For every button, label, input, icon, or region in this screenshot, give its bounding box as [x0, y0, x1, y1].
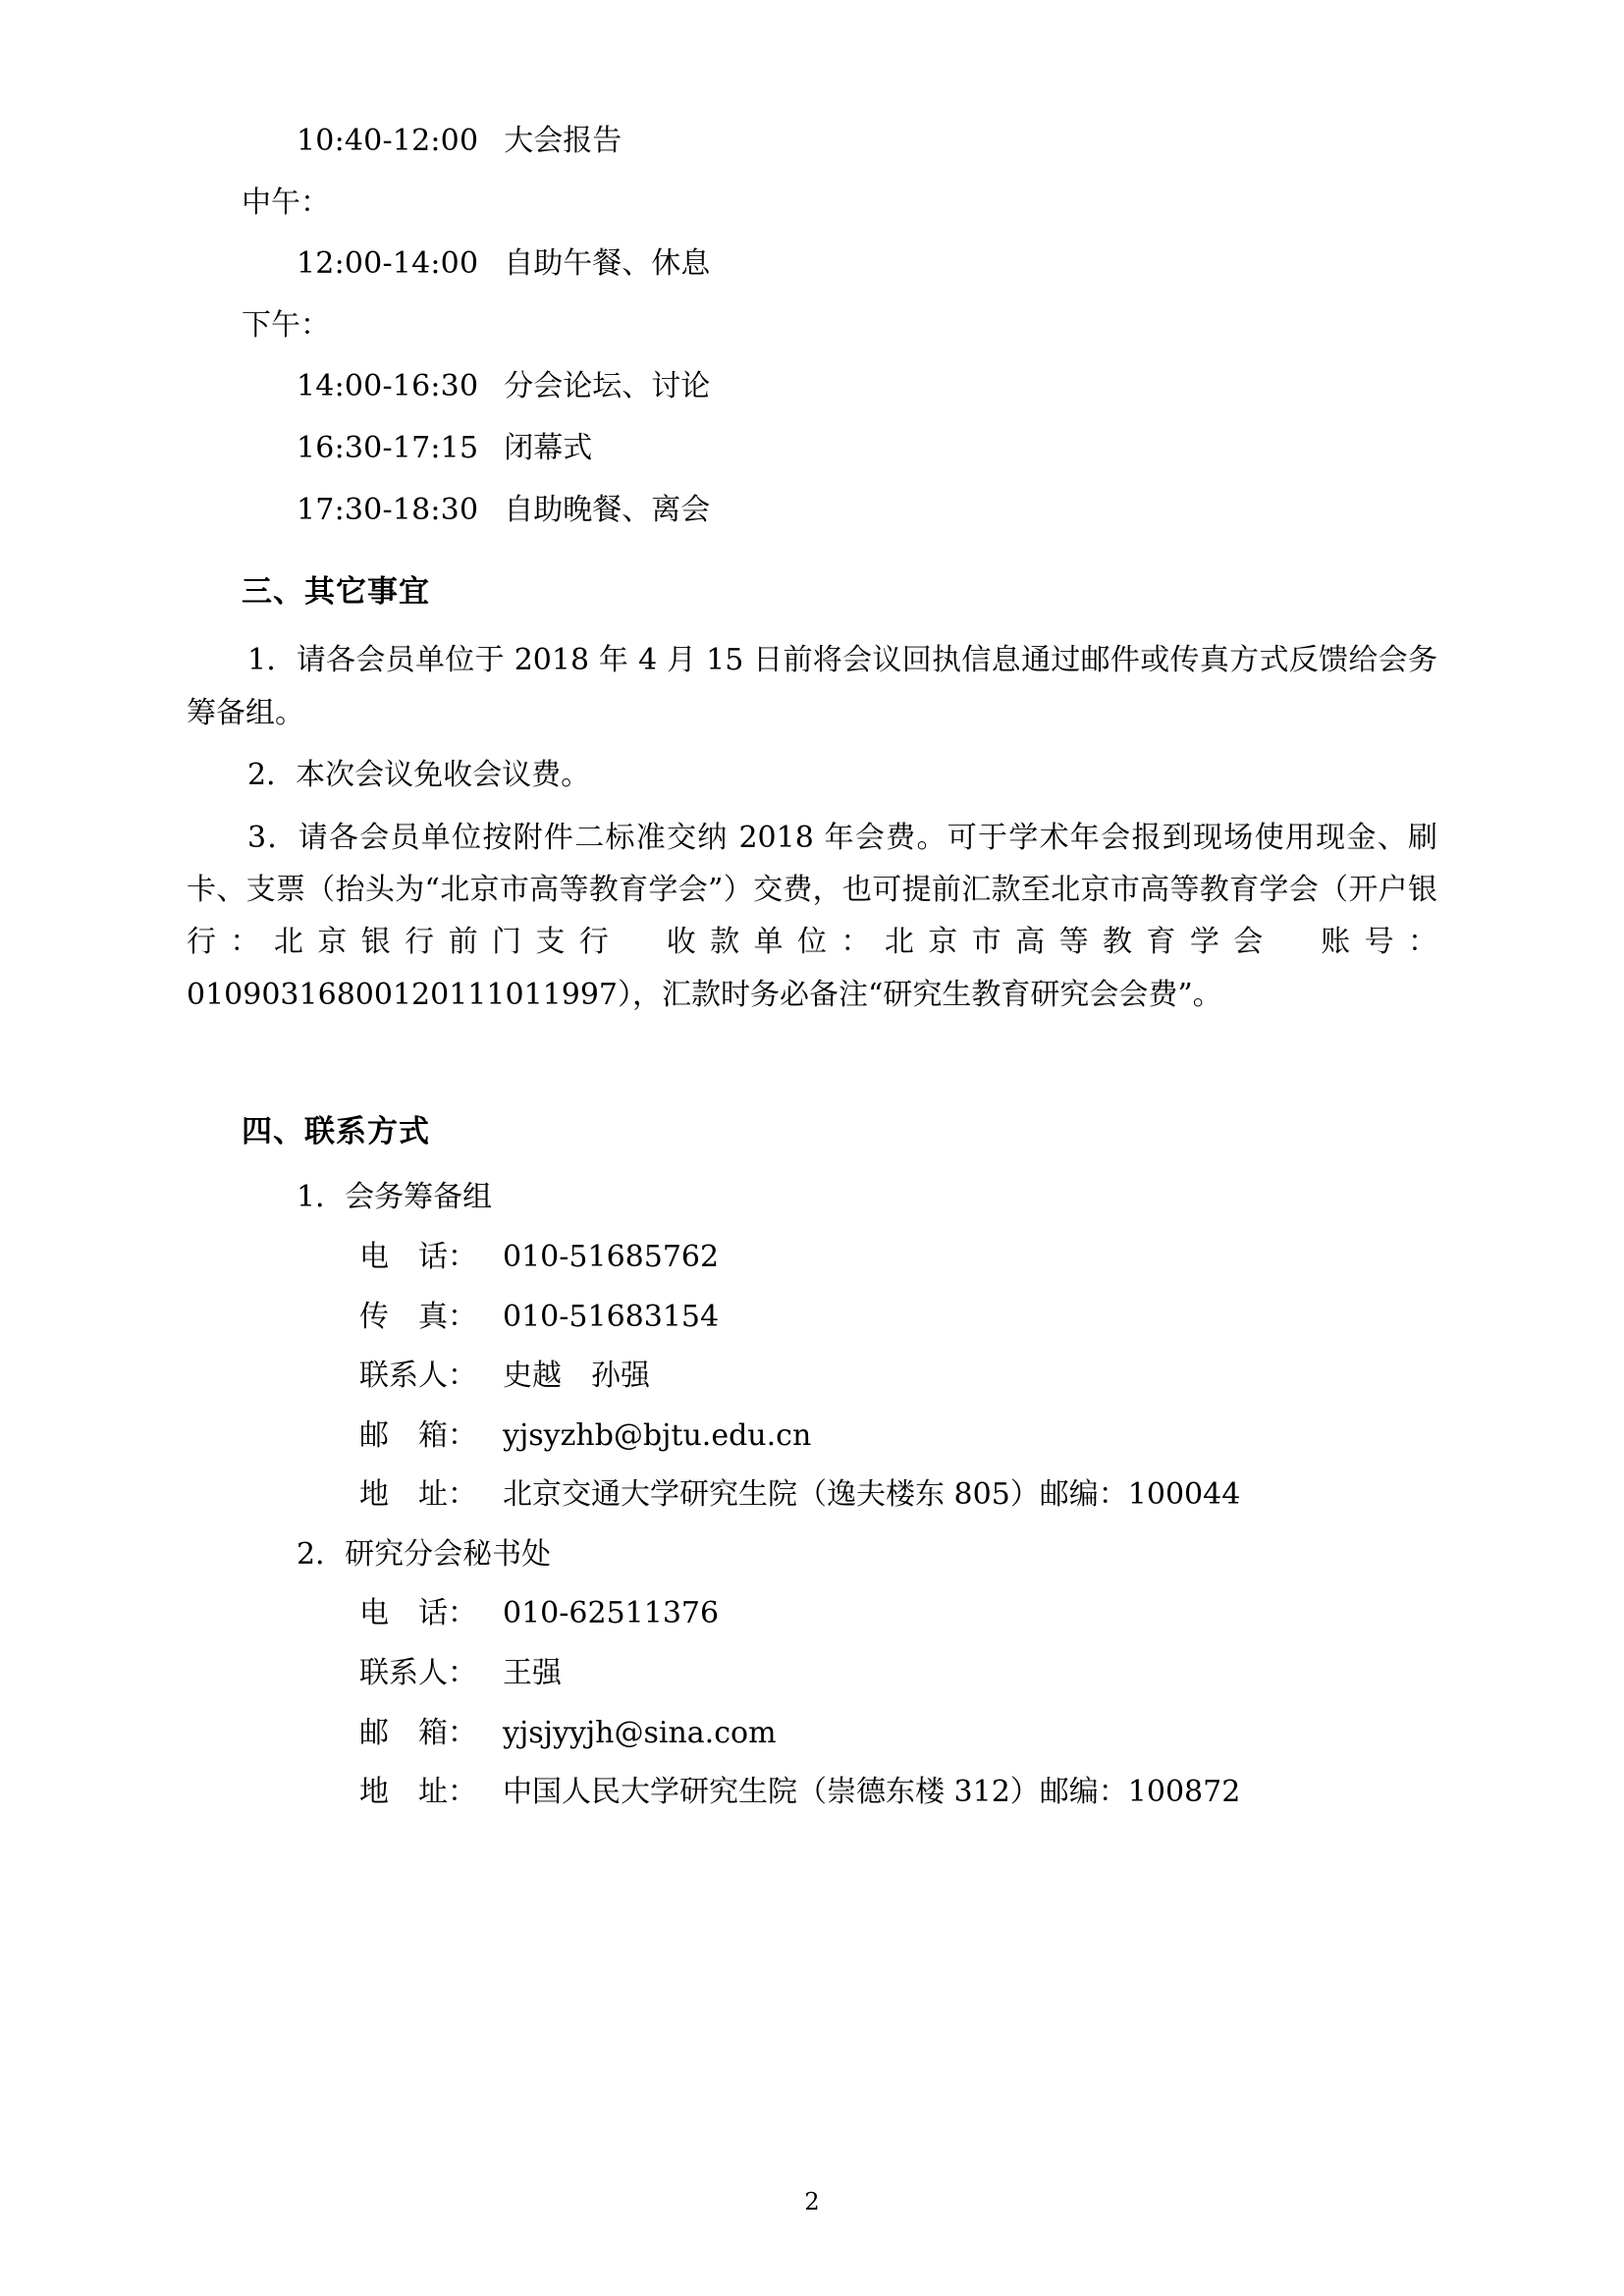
contact-key: 地 址：: [359, 1477, 477, 1513]
schedule-text: 闭幕式: [504, 430, 593, 465]
contact-group-label: 2．研究分会秘书处: [297, 1536, 552, 1572]
schedule-time: 17:30-18:30: [297, 492, 479, 527]
schedule-time: 14:00-16:30: [297, 369, 479, 404]
contact-address: [187, 1769, 1437, 1817]
schedule-text: 自助午餐、休息: [504, 246, 711, 282]
contact-key: 联系人：: [359, 1359, 477, 1394]
contact-value: yjsjyyjh@sina.com: [503, 1715, 777, 1750]
schedule-row: [187, 363, 1437, 411]
contact-key: 地 址：: [359, 1775, 477, 1810]
schedule-text: 中午：: [242, 185, 330, 220]
contact-key: 传 真：: [359, 1299, 477, 1334]
schedule-row: [187, 425, 1437, 473]
section-heading-contact: 四、联系方式: [242, 1114, 430, 1150]
other-matters-item-2: 2．本次会议免收会议费。: [247, 758, 591, 793]
schedule-row: [187, 118, 1437, 166]
schedule-time: 10:40-12:00: [297, 124, 479, 158]
other-matters-item-1: 1．请各会员单位于 2018 年 4 月 15 日前将会议回执信息通过邮件或传真方式反馈给会务筹备组。: [187, 643, 1437, 730]
schedule-row: [187, 487, 1437, 535]
schedule-block: [187, 118, 1437, 534]
contact-value: 010-51685762: [503, 1239, 720, 1274]
contact-group-secretariat: [187, 1531, 1437, 1817]
contact-phone: [187, 1234, 1437, 1282]
schedule-text: 自助晚餐、离会: [504, 492, 711, 527]
contact-group-label: 1．会务筹备组: [297, 1180, 493, 1215]
contact-key: 电 话：: [359, 1596, 477, 1631]
contact-value: 中国人民大学研究生院（崇德东楼 312）邮编：100872: [503, 1775, 1241, 1810]
contact-value: 北京交通大学研究生院（逸夫楼东 805）邮编：100044: [503, 1477, 1241, 1513]
contact-phone: [187, 1590, 1437, 1638]
contact-key: 联系人：: [359, 1656, 477, 1691]
contact-key: 电 话：: [359, 1239, 477, 1274]
contact-value: 史越 孙强: [503, 1359, 650, 1394]
document-body: [187, 118, 1437, 1817]
schedule-text: 大会报告: [504, 124, 623, 158]
contact-value: 王强: [503, 1656, 562, 1691]
contact-person: [187, 1650, 1437, 1698]
schedule-text: 分会论坛、讨论: [504, 369, 711, 404]
other-matters-item-3: 3．请各会员单位按附件二标准交纳 2018 年会费。可于学术年会报到现场使用现金、刷卡、支票（抬头为“北京市高等教育学会”）交费，也可提前汇款至北京市高等教育学会（开户银行：北京银行前门支行 收款单位：北京市高等教育学会 账号：01090316800120111011997），汇款时务必备注“研究生教育研究会会费”。: [187, 820, 1437, 1012]
schedule-time: 12:00-14:00: [297, 246, 479, 282]
contact-person: [187, 1353, 1437, 1401]
contact-address: [187, 1471, 1437, 1520]
contact-key: 邮 箱：: [359, 1715, 477, 1750]
contact-email: [187, 1710, 1437, 1758]
page-number: 2: [804, 2188, 820, 2216]
contact-value: 010-62511376: [503, 1596, 720, 1631]
schedule-time: 16:30-17:15: [297, 430, 479, 465]
contact-value: 010-51683154: [503, 1299, 720, 1334]
contact-value: yjsyzhb@bjtu.edu.cn: [503, 1417, 812, 1453]
schedule-row: [187, 240, 1437, 289]
contact-email: [187, 1413, 1437, 1461]
section-heading-other-matters: 三、其它事宜: [242, 574, 430, 611]
contact-key: 邮 箱：: [359, 1417, 477, 1453]
contact-group-organizing: [187, 1174, 1437, 1520]
schedule-row: [187, 180, 1437, 228]
contact-fax: [187, 1294, 1437, 1342]
schedule-row: [187, 302, 1437, 350]
schedule-text: 下午：: [242, 307, 330, 343]
